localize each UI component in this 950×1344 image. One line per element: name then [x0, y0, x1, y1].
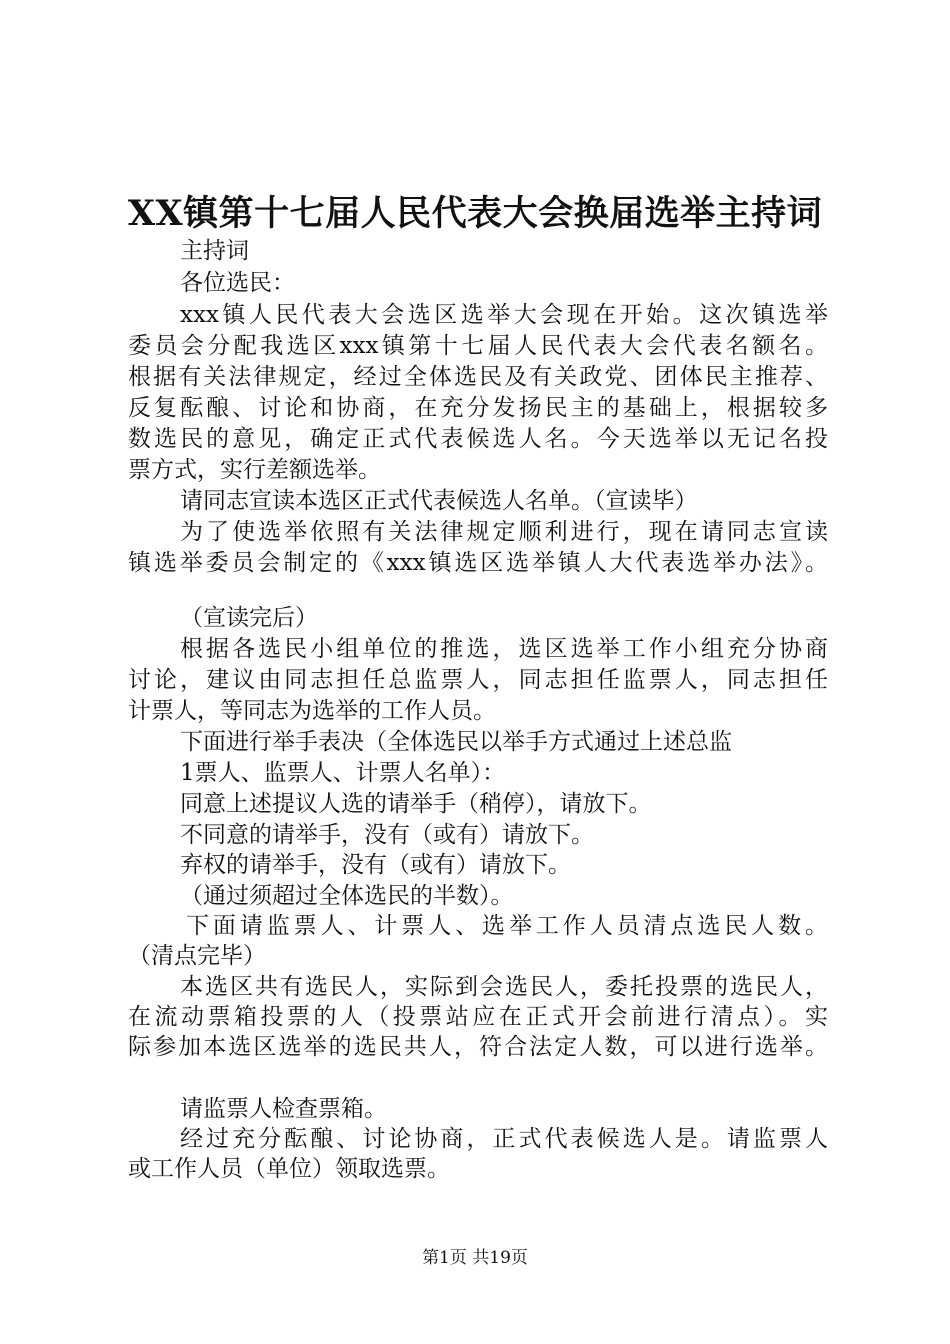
- text-line: （清点完毕）: [128, 943, 266, 969]
- text-line: 际参加本选区选举的选民共人，符合法定人数，可以进行选举。: [128, 1034, 828, 1060]
- text-line: 请监票人检查票箱。: [180, 1096, 387, 1122]
- text-line: 本选区共有选民人，实际到会选民人，委托投票的选民人，: [180, 974, 828, 1000]
- text-line: 同意上述提议人选的请举手（稍停），请放下。: [180, 791, 652, 817]
- text-line: 下面请监票人、计票人、选举工作人员清点选民人数。: [186, 913, 828, 939]
- text-line: （宣读完后）: [180, 605, 318, 631]
- text-line: xxx镇人民代表大会选区选举大会现在开始。这次镇选举: [180, 302, 828, 328]
- text-line: 弃权的请举手，没有（或有）请放下。: [180, 852, 571, 878]
- text-line: 根据各选民小组单位的推选，选区选举工作小组充分协商: [180, 636, 828, 662]
- page-footer: 第1页 共19页: [422, 1248, 528, 1268]
- text-line: 不同意的请举手，没有（或有）请放下。: [180, 822, 594, 848]
- text-line: 或工作人员（单位）领取选票。: [128, 1156, 450, 1182]
- text-line: （通过须超过全体选民的半数）。: [180, 883, 514, 909]
- text-line: 讨论，建议由同志担任总监票人，同志担任监票人，同志担任: [128, 667, 828, 693]
- text-line: 下面进行举手表决（全体选民以举手方式通过上述总监: [180, 729, 732, 755]
- text-line: 镇选举委员会制定的《xxx镇选区选举镇人大代表选举办法》。: [128, 550, 828, 576]
- text-line: 各位选民：: [180, 270, 295, 296]
- text-line: 经过充分酝酿、讨论协商，正式代表候选人是。请监票人: [180, 1126, 828, 1152]
- text-line: 计票人，等同志为选举的工作人员。: [128, 698, 496, 724]
- text-line: 为了使选举依照有关法律规定顺利进行，现在请同志宣读: [180, 519, 828, 545]
- text-line: 根据有关法律规定，经过全体选民及有关政党、团体民主推荐、: [128, 364, 828, 390]
- text-line: 在流动票箱投票的人（投票站应在正式开会前进行清点）。实: [128, 1004, 828, 1030]
- text-line: 票方式，实行差额选举。: [128, 457, 381, 483]
- text-line: 1票人、监票人、计票人名单）：: [180, 760, 506, 786]
- text-line: 委员会分配我选区xxx镇第十七届人民代表大会代表名额名。: [128, 333, 828, 359]
- text-line: 反复酝酿、讨论和协商，在充分发扬民主的基础上，根据较多: [128, 395, 828, 421]
- text-line: 数选民的意见，确定正式代表候选人名。今天选举以无记名投: [128, 426, 828, 452]
- text-line: 主持词: [180, 238, 249, 264]
- text-line: 请同志宣读本选区正式代表候选人名单。（宣读毕）: [180, 488, 698, 514]
- document-title: XX镇第十七届人民代表大会换届选举主持词: [127, 193, 823, 234]
